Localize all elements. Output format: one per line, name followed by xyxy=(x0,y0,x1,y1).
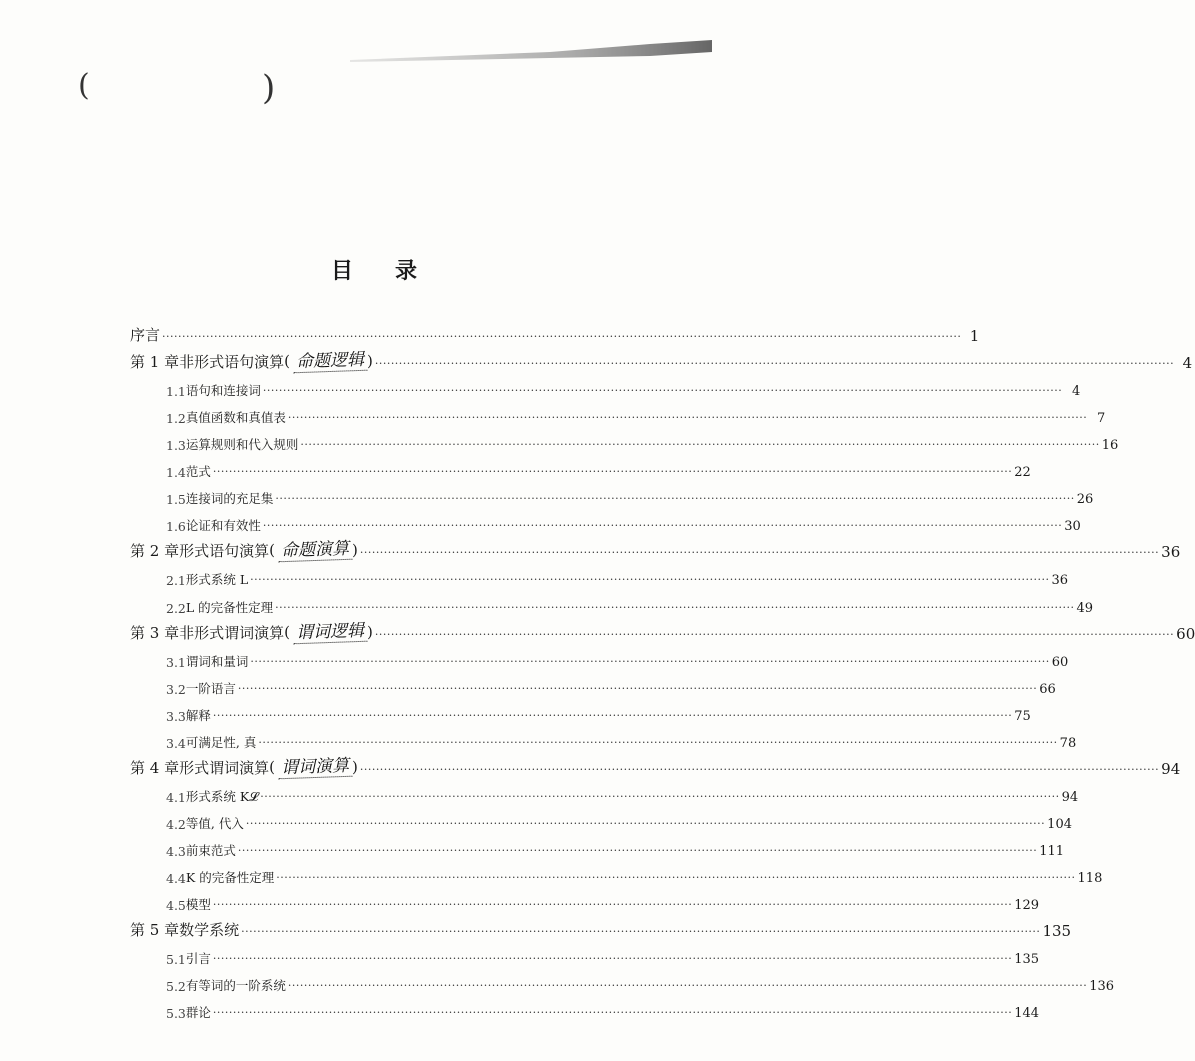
toc-page-number: 118 xyxy=(1077,870,1103,886)
dot-leader: ········································································································································································································ xyxy=(359,546,1160,560)
toc-page-number: 94 xyxy=(1061,789,1079,805)
toc-section-row xyxy=(130,724,1077,751)
toc-page-number: 7 xyxy=(1096,411,1106,427)
toc-section-row xyxy=(130,372,1081,400)
toc-section-row xyxy=(130,480,1094,508)
toc-entry-number: 1.1 xyxy=(166,384,186,400)
toc-entry-number: 4.2 xyxy=(166,816,186,832)
toc-entry-number: 3.2 xyxy=(166,681,186,697)
handwritten-annotation: ( 命题逻辑 ) xyxy=(284,346,373,372)
scan-streak xyxy=(350,38,712,64)
dot-leader: ········································································································································································································ xyxy=(250,573,1050,587)
toc-entry-title: K 的完备性定理 xyxy=(185,869,275,885)
toc-entry-number: 2.1 xyxy=(166,573,186,589)
toc-section-row xyxy=(130,670,1056,697)
toc-section-row xyxy=(130,994,1040,1022)
toc-entry-number: 5.1 xyxy=(166,952,186,968)
toc-chapter-row xyxy=(130,913,1072,941)
toc-chapter-row xyxy=(130,616,1195,643)
dot-leader: ········································································································································································································ xyxy=(212,708,1013,722)
scan-mark-left: ( xyxy=(78,68,90,103)
toc-chapter-row xyxy=(130,345,1193,373)
table-of-contents xyxy=(130,318,1195,1022)
toc-entry-number: 1.6 xyxy=(166,519,186,535)
dot-leader: ········································································································································································································ xyxy=(262,519,1063,533)
dot-leader: ········································································································································································································ xyxy=(250,654,1050,668)
dot-leader: ········································································································································································································ xyxy=(212,898,1013,912)
toc-page-number: 111 xyxy=(1039,843,1065,859)
toc-entry-title: 真值函数和真值表 xyxy=(185,410,286,426)
toc-entry-number: 5.3 xyxy=(166,1006,186,1022)
handwritten-annotation: ( 谓词逻辑 ) xyxy=(284,617,373,643)
dot-leader: ········································································································································································································ xyxy=(212,952,1013,966)
toc-entry-number: 第 2 章 xyxy=(130,542,180,561)
handwritten-annotation: ( 谓词演算 ) xyxy=(269,752,358,778)
toc-entry-number: 3.1 xyxy=(166,654,186,670)
toc-section-row xyxy=(130,805,1072,832)
toc-page-number: 136 xyxy=(1089,979,1115,995)
dot-leader: ········································································································································································································ xyxy=(241,925,1041,939)
dot-leader: ········································································································································································································ xyxy=(287,979,1088,993)
toc-page-number: 4 xyxy=(1182,354,1193,373)
toc-section-row xyxy=(130,859,1103,886)
toc-section-row xyxy=(130,561,1069,589)
toc-entry-number: 5.2 xyxy=(166,979,186,995)
toc-page-number: 4 xyxy=(1071,384,1081,400)
toc-entry-title: 模型 xyxy=(185,897,211,913)
handwritten-annotation: ( 命题演算 ) xyxy=(269,535,358,561)
dot-leader: ········································································································································································································ xyxy=(212,1006,1013,1020)
handwritten-note-text: 谓词逻辑 xyxy=(293,615,368,644)
toc-entry-title: 序言 xyxy=(130,326,161,345)
toc-entry-title: 等值, 代入 xyxy=(185,815,244,831)
toc-entry-number: 1.5 xyxy=(166,492,186,508)
toc-entry-number: 第 4 章 xyxy=(130,758,180,777)
toc-page-number: 1 xyxy=(969,327,980,346)
handwritten-note-text: 谓词演算 xyxy=(278,751,353,780)
toc-section-row xyxy=(130,886,1040,914)
toc-entry-title: 连接词的充足集 xyxy=(185,491,274,507)
toc-entry-title: 运算规则和代入规则 xyxy=(185,437,299,453)
toc-entry-number: 2.2 xyxy=(166,600,186,616)
toc-entry-title: 谓词和量词 xyxy=(185,653,249,669)
toc-entry-title: 一阶语言 xyxy=(185,680,236,696)
toc-entry-title: 语句和连接词 xyxy=(185,383,261,399)
toc-entry-title: 解释 xyxy=(185,707,211,723)
toc-entry-title: 非形式语句演算 xyxy=(179,353,285,372)
toc-entry-title: 范式 xyxy=(185,464,211,480)
toc-entry-number: 1.2 xyxy=(166,411,186,427)
toc-page-number: 78 xyxy=(1059,735,1077,751)
toc-entry-number: 4.3 xyxy=(166,843,186,859)
toc-page-number: 135 xyxy=(1014,952,1040,968)
toc-section-row xyxy=(130,453,1031,481)
toc-entry-title: 形式语句演算 xyxy=(179,542,270,561)
toc-page-number: 94 xyxy=(1161,759,1181,778)
toc-page-number: 60 xyxy=(1176,624,1195,643)
dot-leader: ········································································································································································································ xyxy=(359,762,1160,776)
handwritten-note-text: 命题演算 xyxy=(278,534,353,563)
toc-entry-title: 形式谓词演算 xyxy=(179,758,270,777)
dot-leader: ········································································································································································································ xyxy=(245,816,1046,830)
toc-entry-title: 前束范式 xyxy=(185,842,236,858)
dot-leader: ········································································································································································································ xyxy=(237,843,1038,857)
dot-leader: ········································································································································································································ xyxy=(276,870,1076,884)
toc-page-number: 36 xyxy=(1051,573,1069,589)
toc-page-number: 66 xyxy=(1039,681,1056,697)
toc-section-row xyxy=(130,697,1031,724)
toc-entry-number: 4.4 xyxy=(166,870,186,886)
dot-leader: ········································································································································································································ xyxy=(237,681,1038,695)
toc-entry-title: L 的完备性定理 xyxy=(185,599,274,615)
dot-leader: ········································································································································································································ xyxy=(275,492,1075,506)
toc-section-row xyxy=(130,588,1094,616)
toc-page-number: 16 xyxy=(1101,438,1119,454)
toc-section-row xyxy=(130,507,1081,535)
toc-entry-number: 1.3 xyxy=(166,438,186,454)
toc-entry-number: 4.5 xyxy=(166,898,186,914)
dot-leader: ········································································································································································································ xyxy=(374,357,1175,371)
toc-entry-title: 引言 xyxy=(185,951,211,967)
dot-leader: ········································································································································································································ xyxy=(262,384,1063,398)
toc-page-number: 30 xyxy=(1064,519,1081,535)
toc-chapter-row xyxy=(130,751,1181,778)
toc-page-number: 49 xyxy=(1076,600,1094,616)
toc-entry-title: 非形式谓词演算 xyxy=(179,623,285,642)
toc-section-row xyxy=(130,643,1069,670)
toc-entry-title: 可满足性, 真 xyxy=(185,734,257,750)
page-title xyxy=(0,254,750,285)
toc-entry-title: 论证和有效性 xyxy=(185,518,261,534)
toc-page-number: 60 xyxy=(1051,654,1069,670)
toc-section-row xyxy=(130,778,1079,805)
toc-page-number: 144 xyxy=(1014,1006,1040,1022)
dot-leader: ········································································································································································································ xyxy=(260,789,1060,803)
toc-entry-title: 形式系统 K𝓛 xyxy=(185,788,259,804)
toc-entry-number: 第 5 章 xyxy=(130,921,180,940)
toc-page-number: 135 xyxy=(1042,922,1072,941)
dot-leader: ········································································································································································································ xyxy=(374,627,1175,641)
toc-entry-number: 第 3 章 xyxy=(130,623,180,642)
dot-leader: ········································································································································································································ xyxy=(258,735,1058,749)
toc-page-number: 26 xyxy=(1076,492,1094,508)
toc-entry-number: 3.4 xyxy=(166,735,186,751)
toc-page-number: 36 xyxy=(1161,543,1181,562)
toc-section-row xyxy=(130,967,1115,995)
toc-entry-title: 数学系统 xyxy=(179,921,240,940)
toc-entry-title: 形式系统 L xyxy=(185,572,249,588)
toc-page-number: 104 xyxy=(1047,816,1072,832)
toc-entry-number: 3.3 xyxy=(166,708,186,724)
scan-mark-right: ) xyxy=(262,68,276,108)
toc-section-row xyxy=(130,940,1040,968)
dot-leader: ········································································································································································································ xyxy=(287,411,1088,425)
toc-page-number: 75 xyxy=(1014,708,1031,724)
dot-leader: ········································································································································································································ xyxy=(162,330,962,344)
toc-entry-number: 第 1 章 xyxy=(130,353,180,372)
toc-entry-title: 有等词的一阶系统 xyxy=(185,978,286,994)
toc-entry-title: 群论 xyxy=(185,1005,211,1021)
toc-entry-number: 1.4 xyxy=(166,465,186,481)
toc-section-row xyxy=(130,426,1119,454)
toc-page-number: 129 xyxy=(1014,898,1040,914)
toc-entry-number: 4.1 xyxy=(166,789,186,805)
toc-section-row xyxy=(130,832,1065,859)
dot-leader: ········································································································································································································ xyxy=(275,600,1075,614)
toc-chapter-row xyxy=(130,534,1181,562)
dot-leader: ········································································································································································································ xyxy=(300,438,1100,452)
toc-chapter-row xyxy=(130,318,980,346)
toc-section-row xyxy=(130,399,1106,427)
handwritten-note-text: 命题逻辑 xyxy=(293,345,368,374)
dot-leader: ········································································································································································································ xyxy=(212,465,1013,479)
title-char-2: 录 xyxy=(395,258,420,284)
title-char-1: 目 xyxy=(330,258,355,284)
toc-page-number: 22 xyxy=(1014,465,1031,481)
